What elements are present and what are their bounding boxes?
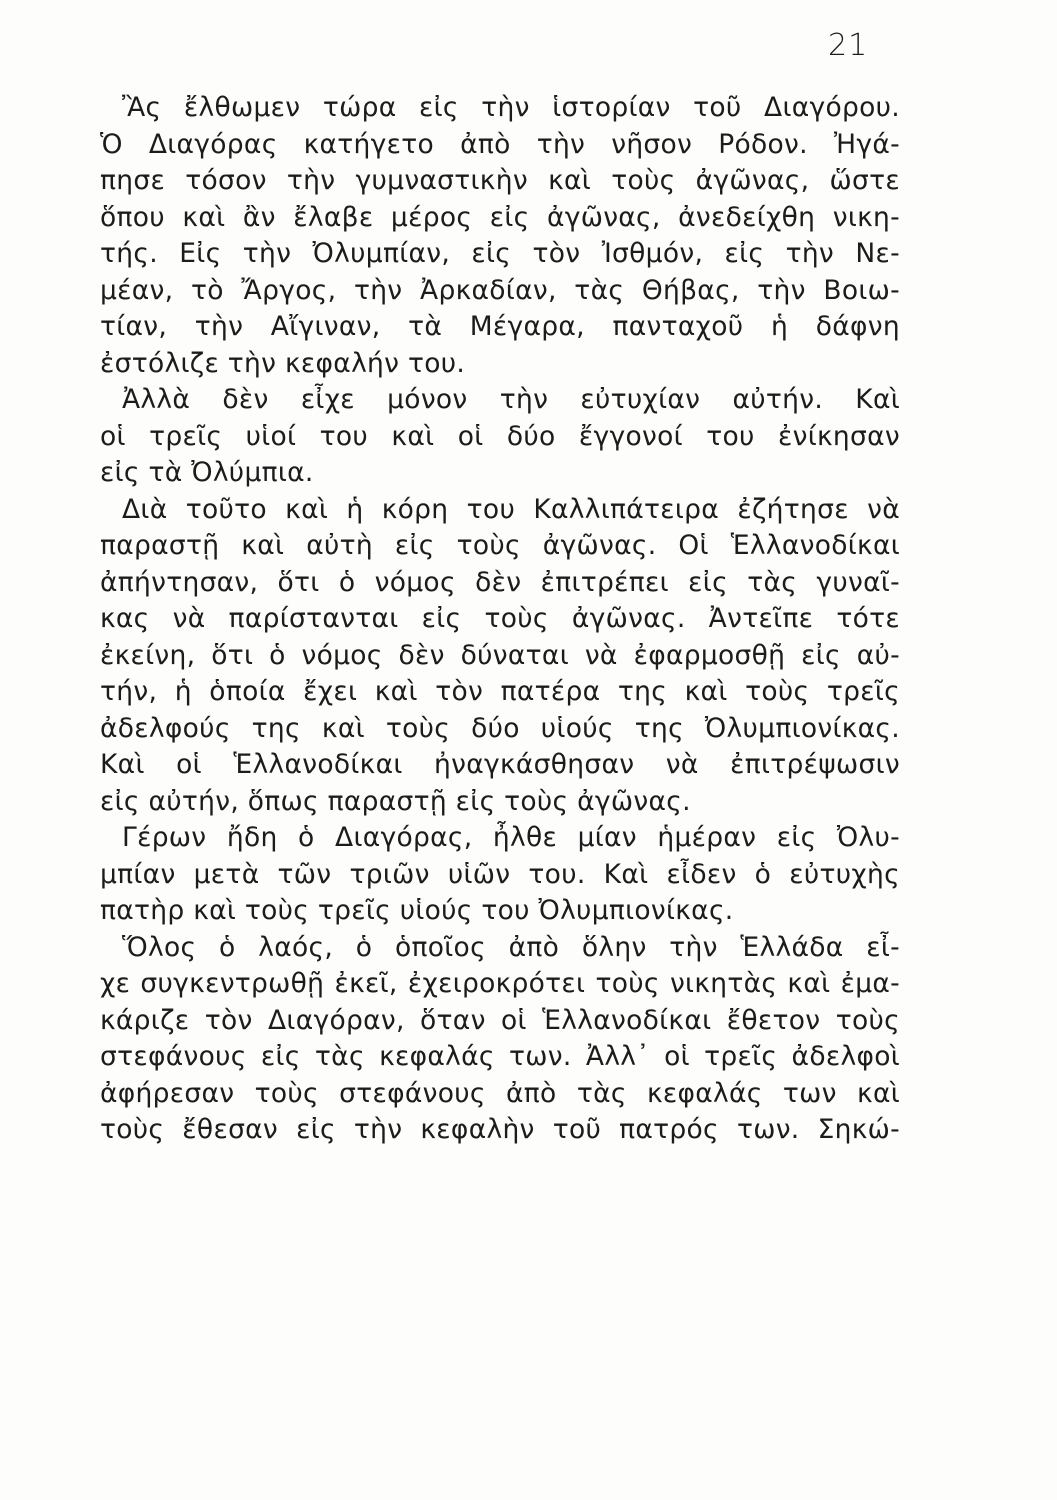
text-line: μπίαν μετὰ τῶν τριῶν υἱῶν του. Καὶ εἶδεν ὁ εὐτυχὴς (100, 858, 900, 890)
text-line: τήν, ἡ ὁποία ἔχει καὶ τὸν πατέρα της καὶ τοὺς τρεῖς (100, 676, 900, 707)
text-line: ὅπου καὶ ἂν ἔλαβε μέρος εἰς ἀγῶνας, ἀνεδείχθη νικη- (100, 201, 900, 233)
text-line: στεφάνους εἰς τὰς κεφαλάς των. Ἀλλ᾽ οἱ τρεῖς ἀδελφοὶ (100, 1041, 900, 1072)
text-line: Ὁ Διαγόρας κατήγετο ἀπὸ τὴν νῆσον Ρόδον. Ἠγά- (100, 128, 900, 160)
text-line: Ὅλος ὁ λαός, ὁ ὁποῖος ἀπὸ ὅλην τὴν Ἑλλάδα εἶ- (122, 931, 900, 963)
text-line: Ἂς ἔλθωμεν τώρα εἰς τὴν ἱστορίαν τοῦ Διαγόρου. (122, 92, 900, 123)
text-line: ἐστόλιζε τὴν κεφαλήν του. (100, 347, 466, 379)
text-line: εἰς τὰ Ὀλύμπια. (100, 457, 314, 488)
text-line: οἱ τρεῖς υἱοί του καὶ οἱ δύο ἔγγονοί του ἐνίκησαν (100, 420, 900, 452)
body-text (100, 90, 900, 1149)
text-line: Καὶ οἱ Ἑλλανοδίκαι ἠναγκάσθησαν νὰ ἐπιτρέψωσιν (100, 749, 900, 780)
text-line: κας νὰ παρίστανται εἰς τοὺς ἀγῶνας. Ἀντεῖπε τότε (100, 603, 900, 634)
text-line: μέαν, τὸ Ἄργος, τὴν Ἀρκαδίαν, τὰς Θήβας, τὴν Βοιω- (100, 274, 900, 306)
text-line: τίαν, τὴν Αἴγιναν, τὰ Μέγαρα, πανταχοῦ ἡ δάφνη (100, 311, 900, 342)
text-line: Διὰ τοῦτο καὶ ἡ κόρη του Καλλιπάτειρα ἐζήτησε νὰ (122, 493, 900, 525)
text-line: πησε τόσον τὴν γυμναστικὴν καὶ τοὺς ἀγῶνας, ὥστε (100, 165, 900, 196)
text-line: πατὴρ καὶ τοὺς τρεῖς υἱούς του Ὀλυμπιονίκας. (100, 895, 734, 926)
page-number: 21 (828, 28, 869, 63)
text-line: κάριζε τὸν Διαγόραν, ὅταν οἱ Ἑλλανοδίκαι ἔθετον τοὺς (100, 1004, 900, 1036)
text-line: παραστῇ καὶ αὐτὴ εἰς τοὺς ἀγῶνας. Οἱ Ἑλλανοδίκαι (100, 530, 900, 561)
text-line: ἀπήντησαν, ὅτι ὁ νόμος δὲν ἐπιτρέπει εἰς τὰς γυναῖ- (100, 566, 900, 598)
text-line: ἐκείνη, ὅτι ὁ νόμος δὲν δύναται νὰ ἐφαρμοσθῇ εἰς αὐ- (100, 639, 900, 671)
text-line: ἀδελφούς της καὶ τοὺς δύο υἱούς της Ὀλυμπιονίκας. (100, 712, 900, 744)
text-line: ἀφήρεσαν τοὺς στεφάνους ἀπὸ τὰς κεφαλάς των καὶ (100, 1077, 900, 1109)
text-line: Γέρων ἤδη ὁ Διαγόρας, ἦλθε μίαν ἡμέραν εἰς Ὀλυ- (122, 822, 900, 853)
text-line: Ἀλλὰ δὲν εἶχε μόνον τὴν εὐτυχίαν αὐτήν. Καὶ (122, 384, 900, 415)
text-line: τοὺς ἔθεσαν εἰς τὴν κεφαλὴν τοῦ πατρός των. Σηκώ- (100, 1114, 900, 1145)
text-line: χε συγκεντρωθῇ ἐκεῖ, ἐχειροκρότει τοὺς νικητὰς καὶ ἐμα- (100, 968, 900, 999)
text-line: εἰς αὐτήν, ὅπως παραστῇ εἰς τοὺς ἀγῶνας. (100, 785, 691, 817)
text-line: τής. Εἰς τὴν Ὀλυμπίαν, εἰς τὸν Ἰσθμόν, εἰς τὴν Νε- (100, 238, 900, 269)
